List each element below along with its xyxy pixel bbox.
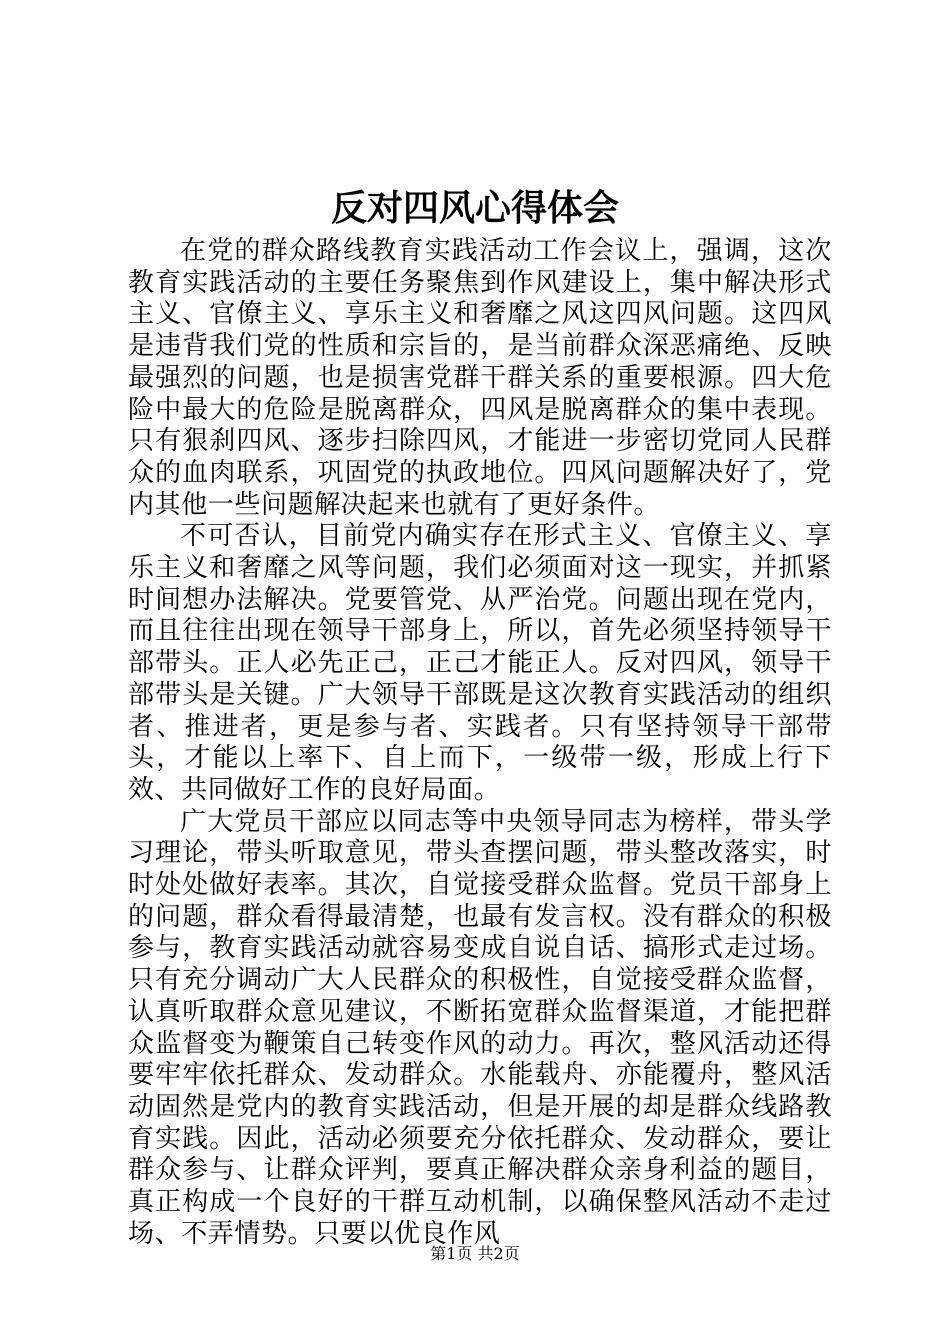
document-body — [128, 236, 832, 1251]
page-footer: 第1页 共2页 — [430, 1244, 520, 1263]
paragraph-2: 不可否认，目前党内确实存在形式主义、官僚主义、享乐主义和奢靡之风等问题，我们必须面对这一现实，并抓紧时间想办法解决。党要管党、从严治党。问题出现在党内，而且往往出现在领导干部身上，所以，首先必须坚持领导干部带头。正人必先正己，正己才能正人。反对四风，领导干部带头是关键。广大领导干部既是这次教育实践活动的组织者、推进者，更是参与者、实践者。只有坚持领导干部带头，才能以上率下、自上而下，一级带一级，形成上行下效、共同做好工作的良好局面。 — [128, 521, 832, 805]
document-title: 反对四风心得体会 — [330, 187, 619, 229]
paragraph-3: 广大党员干部应以同志等中央领导同志为榜样，带头学习理论，带头听取意见，带头查摆问题，带头整改落实，时时处处做好表率。其次，自觉接受群众监督。党员干部身上的问题，群众看得最清楚，也最有发言权。没有群众的积极参与，教育实践活动就容易变成自说自话、搞形式走过场。只有充分调动广大人民群众的积极性，自觉接受群众监督，认真听取群众意见建议，不断拓宽群众监督渠道，才能把群众监督变为鞭策自己转变作风的动力。再次，整风活动还得要牢牢依托群众、发动群众。水能载舟、亦能覆舟，整风活动固然是党内的教育实践活动，但是开展的却是群众线路教育实践。因此，活动必须要充分依托群众、发动群众，要让群众参与、让群众评判，要真正解决群众亲身利益的题目，真正构成一个良好的干群互动机制，以确保整风活动不走过场、不弄情势。只要以优良作风 — [128, 806, 832, 1249]
paragraph-1: 在党的群众路线教育实践活动工作会议上，强调，这次教育实践活动的主要任务聚焦到作风建设上，集中解决形式主义、官僚主义、享乐主义和奢靡之风这四风问题。这四风是违背我们党的性质和宗旨的，是当前群众深恶痛绝、反映最强烈的问题，也是损害党群干群关系的重要根源。四大危险中最大的危险是脱离群众，四风是脱离群众的集中表现。只有狠刹四风、逐步扫除四风，才能进一步密切党同人民群众的血肉联系，巩固党的执政地位。四风问题解决好了，党内其他一些问题解决起来也就有了更好条件。 — [128, 236, 832, 520]
